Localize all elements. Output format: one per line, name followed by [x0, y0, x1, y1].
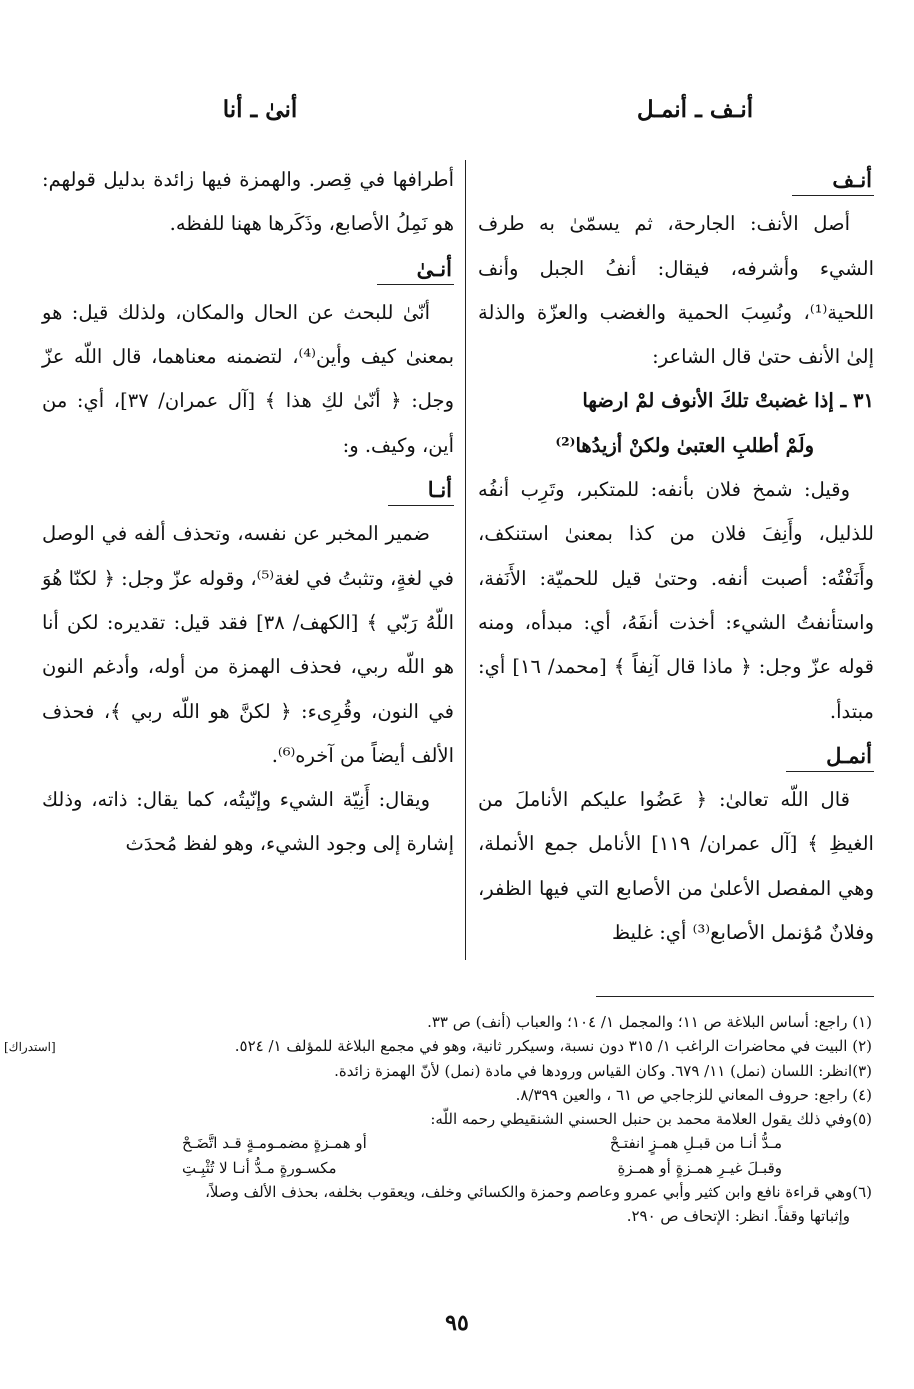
footnote-3: (٣)انظر: اللسان (نمل) ١١/ ٦٧٩. وكان القياس ورودها في مادة (نمل) لأنّ الهمزة زائدة. — [334, 1061, 872, 1080]
hemistich: وقبـلَ غيـرِ همـزةٍ أو همـزةِ — [617, 1158, 782, 1177]
hemistich: مكسـورةٍ مـدُّ أنـا لا تُثْبِـتِ — [182, 1158, 337, 1177]
paragraph: أنّىٰ للبحث عن الحال والمكان، ولذلك قيل: هو بمعنىٰ كيف وأين⁽⁴⁾، لتضمنه معناهما، قال اللّه عزّ وجل: ﴿ أنّىٰ لكِ هذا ﴾ [آل عمران/ ٣٧]، أي: من أين، وكيف. و: — [42, 300, 454, 457]
footnote-4: (٤) راجع: حروف المعاني للزجاجي ص ٦١ ، والعين ٨/٣٩٩. — [515, 1085, 872, 1104]
footnote-5: (٥)وفي ذلك يقول العلامة محمد بن حنبل الحسني الشنقيطي رحمه اللّه: — [430, 1110, 872, 1129]
paragraph: وقيل: شمخ فلان بأنفه: للمتكبر، وتَرِب أنفُه للذليل، وأَنِفَ فلان من كذا بمعنىٰ استنكف، وأَنَفْتُه: أصبت أنفه. وحتىٰ قيل للحميّة: الأَنَفة، واستأنفتُ الشيء: أخذت أنفَهُ، أي: مبدأه، ومنه قوله عزّ وجل: ﴿ ماذا قال آنِفاً ﴾ [محمد/ ١٦] أي: مبتدأ. — [478, 478, 874, 723]
footnote-2: (٢) البيت في محاضرات الراغب ١/ ٣١٥ دون نسبة، وسيكرر ثانية، وهو في مجمع البلاغة للمؤلف ١/ ٥٢٤. — [234, 1037, 872, 1056]
entry-heading-anf: أنـف — [478, 158, 874, 202]
footnote-6-continued: وإثباتها وقفاً. انظر: الإتحاف ص ٢٩٠. — [626, 1207, 850, 1226]
right-column — [478, 158, 874, 955]
paragraph: ويقال: أَنِيّة الشيء وإنّيتُه، كما يقال: ذاته، وذلك إشارة إلى وجود الشيء، وهو لفظ مُحدَث — [42, 788, 454, 856]
hemistich: أو همـزةٍ مضمـومـةٍ قـد اتَّضَـحْ — [182, 1134, 367, 1153]
page-number: ٩٥ — [445, 1310, 469, 1336]
footnote-divider — [596, 996, 874, 997]
paragraph: ضمير المخبر عن نفسه، وتحذف ألفه في الوصل في لغةٍ، وتثبتُ في لغة⁽⁵⁾، وقوله عزّ وجل: ﴿ لكنّا هُوَ اللّهُ رَبّي ﴾ [الكهف/ ٣٨] فقد قيل: تقديره: لكن أنا هو اللّه ربي، فحذف الهمزة من أوله، وأدغم النون في النون، وقُرِىء: ﴿ لكنَّ هو اللّه ربي ﴾، فحذف الألف أيضاً من آخره⁽⁶⁾. — [42, 522, 454, 767]
entry-heading-anmal: أنمـل — [478, 734, 874, 778]
poem-verse: ٣١ ـ إذا غضبتْ تلكَ الأنوف لمْ ارضها — [582, 389, 874, 413]
poem-verse: ولَمْ أطلبِ العتبىٰ ولكنْ أزيدُها⁽²⁾ — [555, 433, 814, 457]
running-header-right: أنـف ـ أنمـل — [636, 96, 754, 123]
margin-note: [استدراك] — [4, 1040, 56, 1054]
entry-heading-ana: أنـا — [42, 468, 454, 512]
paragraph: أطرافها في قِصر. والهمزة فيها زائدة بدليل قولهم: هو نَمِلُ الأصابع، وذَكَرها ههنا للفظه. — [42, 168, 454, 236]
column-divider — [465, 160, 466, 960]
running-header-left: أنىٰ ـ أنا — [222, 96, 298, 123]
footnote-1: (١) راجع: أساس البلاغة ص ١١؛ والمجمل ١/ ١٠٤؛ والعباب (أنف) ص ٣٣. — [427, 1013, 872, 1031]
entry-heading-anna: أنـىٰ — [42, 247, 454, 291]
footnote-6: (٦)وهي قراءة نافع وابن كثير وأبي عمرو وعاصم وحمزة والكسائي وخلف، ويعقوب بخلفه، بحذف الألف وصلاً، — [205, 1183, 872, 1202]
paragraph: أصل الأنف: الجارحة، ثم يسمّىٰ به طرف الشيء وأشرفه، فيقال: أنفُ الجبل وأنف اللحية⁽¹⁾، ونُسِبَ الحمية والغضب والعزّة والذلة إلىٰ الأنف حتىٰ قال الشاعر: — [478, 212, 874, 369]
footnote-verse-line — [52, 1131, 872, 1155]
left-column — [42, 158, 454, 867]
hemistich: مـدُّ أنـا من قبـلِ همـزٍ انفتـحْ — [609, 1134, 782, 1153]
footnotes — [52, 1010, 872, 1229]
footnote-verse-line — [52, 1156, 872, 1180]
paragraph: قال اللّه تعالىٰ: ﴿ عَضُوا عليكم الأناملَ من الغيظِ ﴾ [آل عمران/ ١١٩] الأنامل جمع الأنملة، وهي المفصل الأعلىٰ من الأصابع التي فيها الظفر، وفلانٌ مُؤنمل الأصابع⁽³⁾ أي: غليظ — [478, 788, 874, 945]
